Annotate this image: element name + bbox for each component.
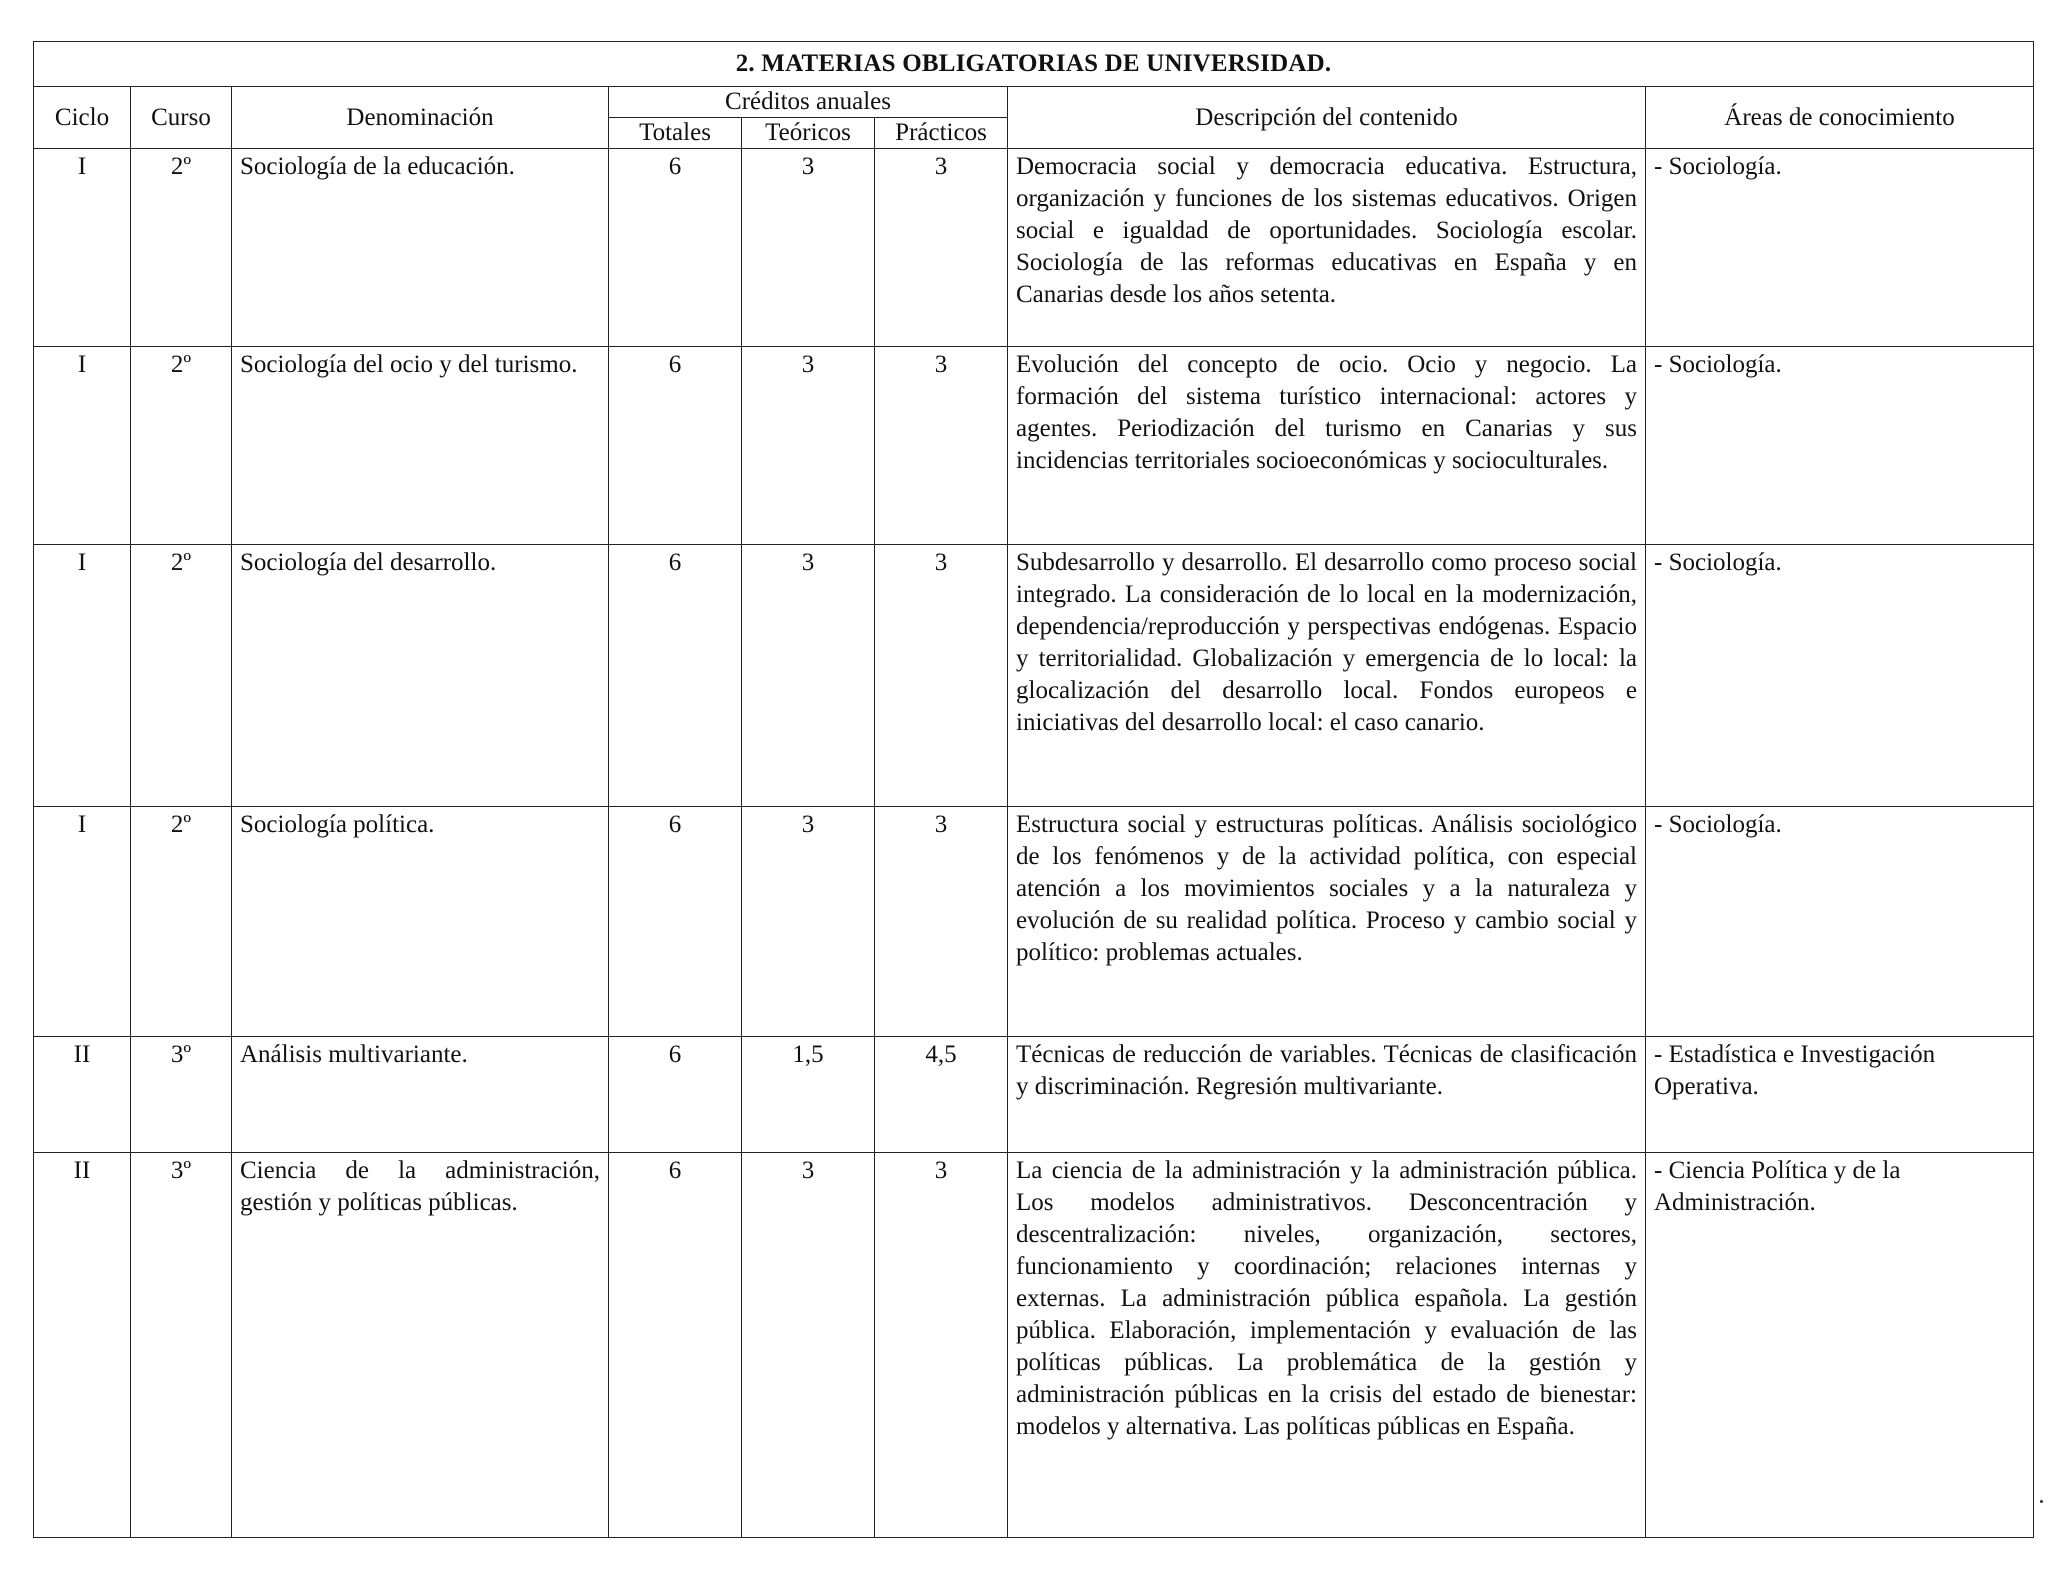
header-descripcion: Descripción del contenido (1008, 87, 1646, 149)
cell-curso: 2º (131, 545, 232, 807)
table-title: 2. MATERIAS OBLIGATORIAS DE UNIVERSIDAD. (34, 42, 2034, 87)
cell-descripcion: Subdesarrollo y desarrollo. El desarrollo como proceso social integrado. La consideración de lo local en la modernización, dependencia/reproducción y perspectivas endógenas. Espacio y territorialidad. Globalización y emergencia de lo local: la glocalización del desarrollo local. Fondos europeos e iniciativas del desarrollo local: el caso canario. (1008, 545, 1646, 807)
cell-areas: - Sociología. (1646, 149, 2034, 347)
cell-areas: - Ciencia Política y de la Administración. (1646, 1153, 2034, 1538)
cell-areas: - Sociología. (1646, 545, 2034, 807)
cell-denominacion: Sociología del ocio y del turismo. (232, 347, 609, 545)
table-row (34, 347, 2034, 545)
cell-practicos: 4,5 (875, 1037, 1008, 1153)
cell-teoricos: 3 (742, 149, 875, 347)
header-denominacion: Denominación (232, 87, 609, 149)
subjects-table (33, 41, 2034, 1538)
cell-totales: 6 (609, 807, 742, 1037)
cell-teoricos: 3 (742, 1153, 875, 1538)
cell-descripcion: Estructura social y estructuras políticas. Análisis sociológico de los fenómenos y de la actividad política, con especial atención a los movimientos sociales y a la naturaleza y evolución de su realidad política. Proceso y cambio social y político: problemas actuales. (1008, 807, 1646, 1037)
cell-practicos: 3 (875, 1153, 1008, 1538)
cell-denominacion: Sociología de la educación. (232, 149, 609, 347)
cell-curso: 3º (131, 1037, 232, 1153)
table-row (34, 1153, 2034, 1538)
cell-denominacion: Sociología del desarrollo. (232, 545, 609, 807)
cell-teoricos: 3 (742, 347, 875, 545)
cell-practicos: 3 (875, 545, 1008, 807)
cell-practicos: 3 (875, 347, 1008, 545)
cell-areas: - Sociología. (1646, 347, 2034, 545)
cell-descripcion: Técnicas de reducción de variables. Técnicas de clasificación y discriminación. Regresión multivariante. (1008, 1037, 1646, 1153)
table-row (34, 545, 2034, 807)
cell-curso: 3º (131, 1153, 232, 1538)
cell-descripcion: La ciencia de la administración y la administración pública. Los modelos administrativos. Desconcentración y descentralización: niveles, organización, sectores, funcionamiento y coordinación; relaciones internas y externas. La administración pública española. La gestión pública. Elaboración, implementación y evaluación de las políticas públicas. La problemática de la gestión y administración públicas en la crisis del estado de bienestar: modelos y alternativa. Las políticas públicas en España. (1008, 1153, 1646, 1538)
cell-totales: 6 (609, 149, 742, 347)
cell-practicos: 3 (875, 149, 1008, 347)
cell-teoricos: 3 (742, 545, 875, 807)
cell-ciclo: I (34, 347, 131, 545)
scan-dot (2040, 1500, 2043, 1503)
header-areas: Áreas de conocimiento (1646, 87, 2034, 149)
cell-ciclo: I (34, 807, 131, 1037)
cell-ciclo: II (34, 1153, 131, 1538)
cell-descripcion: Democracia social y democracia educativa. Estructura, organización y funciones de los sistemas educativos. Origen social e igualdad de oportunidades. Sociología escolar. Sociología de las reformas educativas en España y en Canarias desde los años setenta. (1008, 149, 1646, 347)
header-creditos-anuales: Créditos anuales (609, 87, 1008, 118)
cell-teoricos: 1,5 (742, 1037, 875, 1153)
cell-denominacion: Sociología política. (232, 807, 609, 1037)
cell-practicos: 3 (875, 807, 1008, 1037)
table-row (34, 149, 2034, 347)
header-totales: Totales (609, 118, 742, 149)
cell-curso: 2º (131, 347, 232, 545)
table-row (34, 807, 2034, 1037)
cell-denominacion: Análisis multivariante. (232, 1037, 609, 1153)
cell-totales: 6 (609, 1153, 742, 1538)
cell-curso: 2º (131, 149, 232, 347)
cell-totales: 6 (609, 1037, 742, 1153)
cell-ciclo: II (34, 1037, 131, 1153)
header-ciclo: Ciclo (34, 87, 131, 149)
cell-ciclo: I (34, 545, 131, 807)
header-practicos: Prácticos (875, 118, 1008, 149)
cell-descripcion: Evolución del concepto de ocio. Ocio y negocio. La formación del sistema turístico internacional: actores y agentes. Periodización del turismo en Canarias y sus incidencias territoriales socioeconómicas y socioculturales. (1008, 347, 1646, 545)
cell-teoricos: 3 (742, 807, 875, 1037)
cell-totales: 6 (609, 545, 742, 807)
cell-denominacion: Ciencia de la administración, gestión y políticas públicas. (232, 1153, 609, 1538)
header-curso: Curso (131, 87, 232, 149)
cell-areas: - Sociología. (1646, 807, 2034, 1037)
table-row (34, 1037, 2034, 1153)
cell-totales: 6 (609, 347, 742, 545)
header-teoricos: Teóricos (742, 118, 875, 149)
document-page (33, 41, 2033, 1538)
cell-ciclo: I (34, 149, 131, 347)
cell-areas: - Estadística e Investigación Operativa. (1646, 1037, 2034, 1153)
cell-curso: 2º (131, 807, 232, 1037)
